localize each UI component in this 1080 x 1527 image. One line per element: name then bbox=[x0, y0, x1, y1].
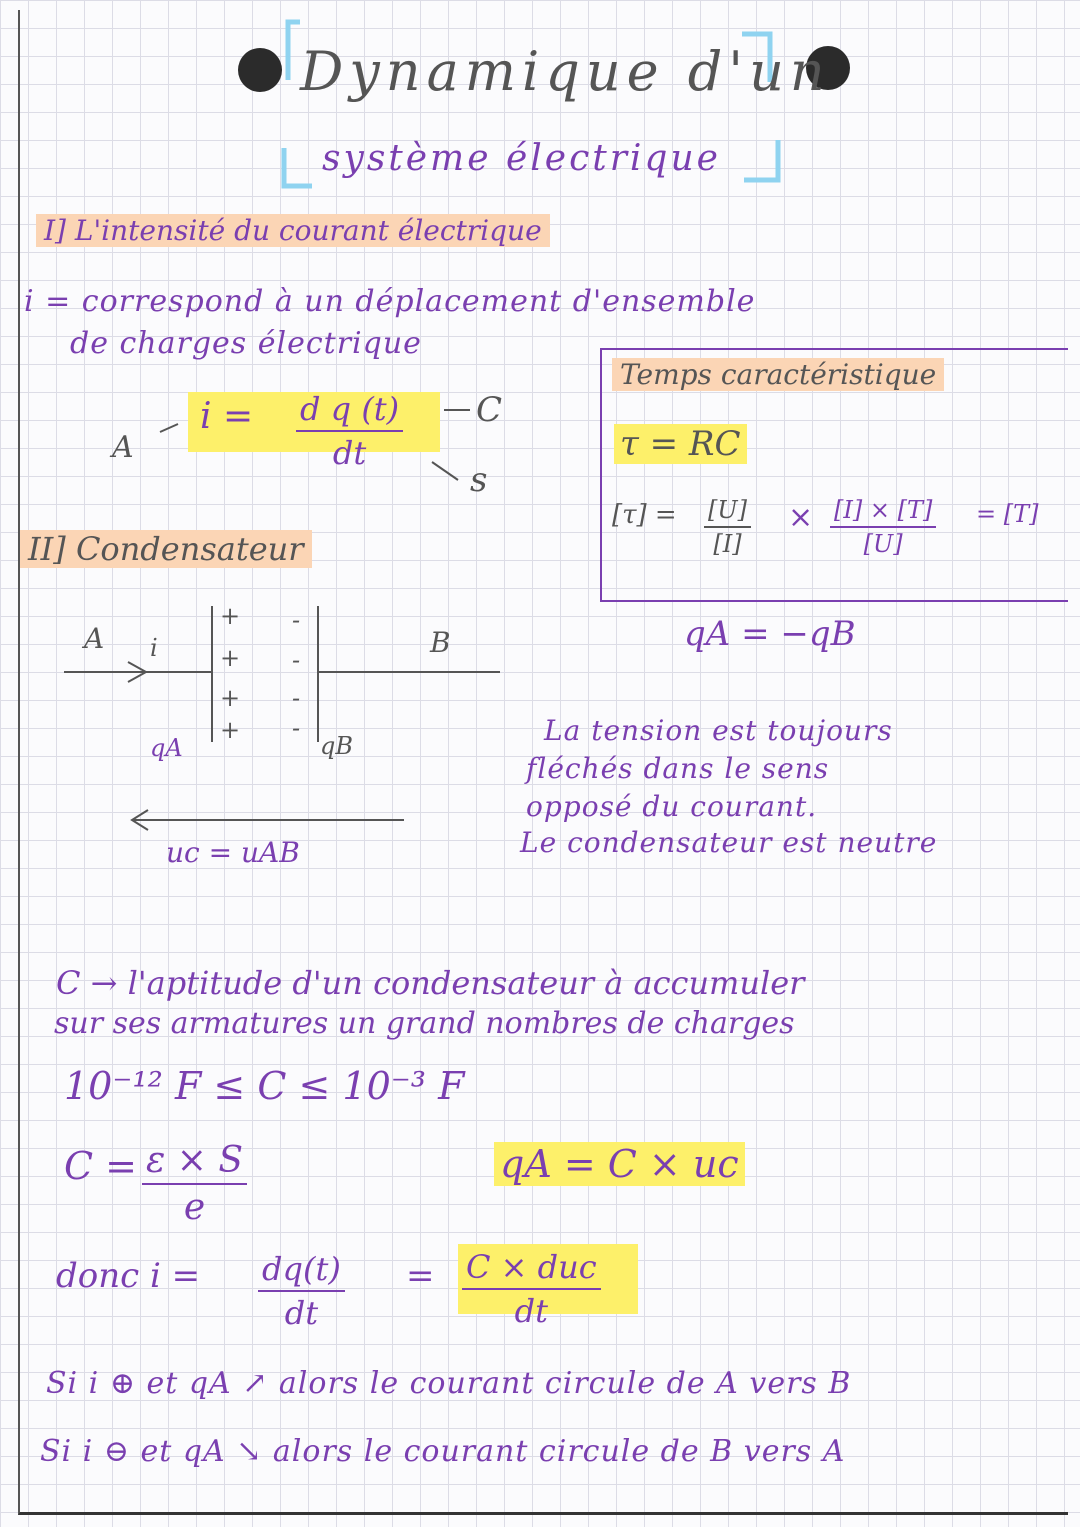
section-2-heading-text: II] Condensateur bbox=[20, 530, 312, 568]
dim-times: × bbox=[788, 500, 814, 535]
unit-second: s bbox=[470, 460, 488, 500]
c-lhs: C = bbox=[64, 1144, 137, 1188]
derivative-den-2: dt bbox=[514, 1292, 548, 1330]
plus-sign-4: + bbox=[220, 716, 241, 744]
derivative-equals: = bbox=[406, 1256, 435, 1296]
rule-line-1: Si i ⊕ et qA ↗ alors le courant circule de A vers B bbox=[46, 1366, 852, 1401]
q-relation bbox=[494, 1142, 745, 1186]
c-numerator: ε × S bbox=[146, 1140, 244, 1181]
capacity-line-1: C → l'aptitude d'un condensateur à accumuler bbox=[56, 964, 805, 1002]
dim-frac1-num: [U] bbox=[708, 496, 747, 524]
derivative-num-2: C × duc bbox=[466, 1248, 597, 1286]
title-line-1: Dynamique d'un bbox=[300, 40, 831, 103]
diagram-label-qb: qB bbox=[320, 732, 353, 760]
derivative-den-1: dt bbox=[284, 1294, 319, 1332]
tau-formula-text: τ = RC bbox=[614, 424, 747, 464]
q-relation-text: qA = C × uc bbox=[494, 1142, 745, 1186]
plus-sign-3: + bbox=[220, 684, 241, 712]
definition-line-2: de charges électrique bbox=[70, 326, 422, 361]
dim-rhs: = [T] bbox=[976, 500, 1039, 528]
dim-lhs: [τ] = bbox=[612, 500, 677, 530]
minus-sign-3: - bbox=[292, 684, 301, 712]
title-line-2: système électrique bbox=[322, 138, 721, 179]
time-box-heading-text: Temps caractéristique bbox=[612, 358, 944, 391]
charge-relation: qA = −qB bbox=[684, 614, 856, 654]
note-line-4: Le condensateur est neutre bbox=[520, 826, 938, 859]
capacity-line-2: sur ses armatures un grand nombres de charges bbox=[54, 1006, 795, 1041]
derivative-num-1: dq(t) bbox=[262, 1250, 341, 1288]
dim-frac2-den: [U] bbox=[863, 530, 903, 558]
c-fraction bbox=[142, 1140, 247, 1228]
section-1-heading-text: I] L'intensité du courant électrique bbox=[36, 214, 550, 247]
fraction-bar bbox=[462, 1288, 601, 1290]
dim-frac1-den: [I] bbox=[713, 530, 742, 558]
rule-line-2: Si i ⊖ et qA ↘ alors le courant circule de B vers A bbox=[40, 1434, 846, 1469]
note-line-2: fléchés dans le sens bbox=[526, 752, 830, 785]
plus-sign-2: + bbox=[220, 644, 241, 672]
fraction-bar bbox=[258, 1290, 345, 1292]
diagram-label-b: B bbox=[430, 626, 451, 659]
note-line-3: opposé du courant. bbox=[526, 790, 818, 823]
minus-sign-1: - bbox=[292, 606, 301, 634]
plus-sign-1: + bbox=[220, 602, 241, 630]
derivative-fraction-2 bbox=[462, 1248, 601, 1330]
capacity-range: 10⁻¹² F ≤ C ≤ 10⁻³ F bbox=[64, 1064, 465, 1108]
uc-relation: uc = uAB bbox=[166, 836, 300, 869]
diagram-label-i: i bbox=[150, 634, 158, 662]
fraction-bar bbox=[142, 1183, 247, 1185]
formula-numerator: d q (t) bbox=[300, 390, 400, 428]
derivative-fraction-1 bbox=[258, 1250, 345, 1332]
dim-frac2-num: [I] × [T] bbox=[834, 496, 933, 524]
formula-denominator: dt bbox=[332, 434, 367, 472]
diagram-label-qa: qA bbox=[150, 734, 183, 762]
diagram-label-a: A bbox=[84, 622, 105, 655]
minus-sign-2: - bbox=[292, 646, 301, 674]
unit-coulomb: C bbox=[476, 390, 503, 430]
definition-line-1: i = correspond à un déplacement d'ensemble bbox=[24, 284, 756, 319]
derivative-prefix: donc i = bbox=[56, 1256, 201, 1296]
minus-sign-4: - bbox=[292, 714, 301, 742]
formula-lhs: i = bbox=[200, 396, 254, 437]
formula-label-a: A bbox=[112, 430, 134, 465]
note-line-1: La tension est toujours bbox=[544, 714, 893, 747]
c-denominator: e bbox=[183, 1187, 206, 1228]
